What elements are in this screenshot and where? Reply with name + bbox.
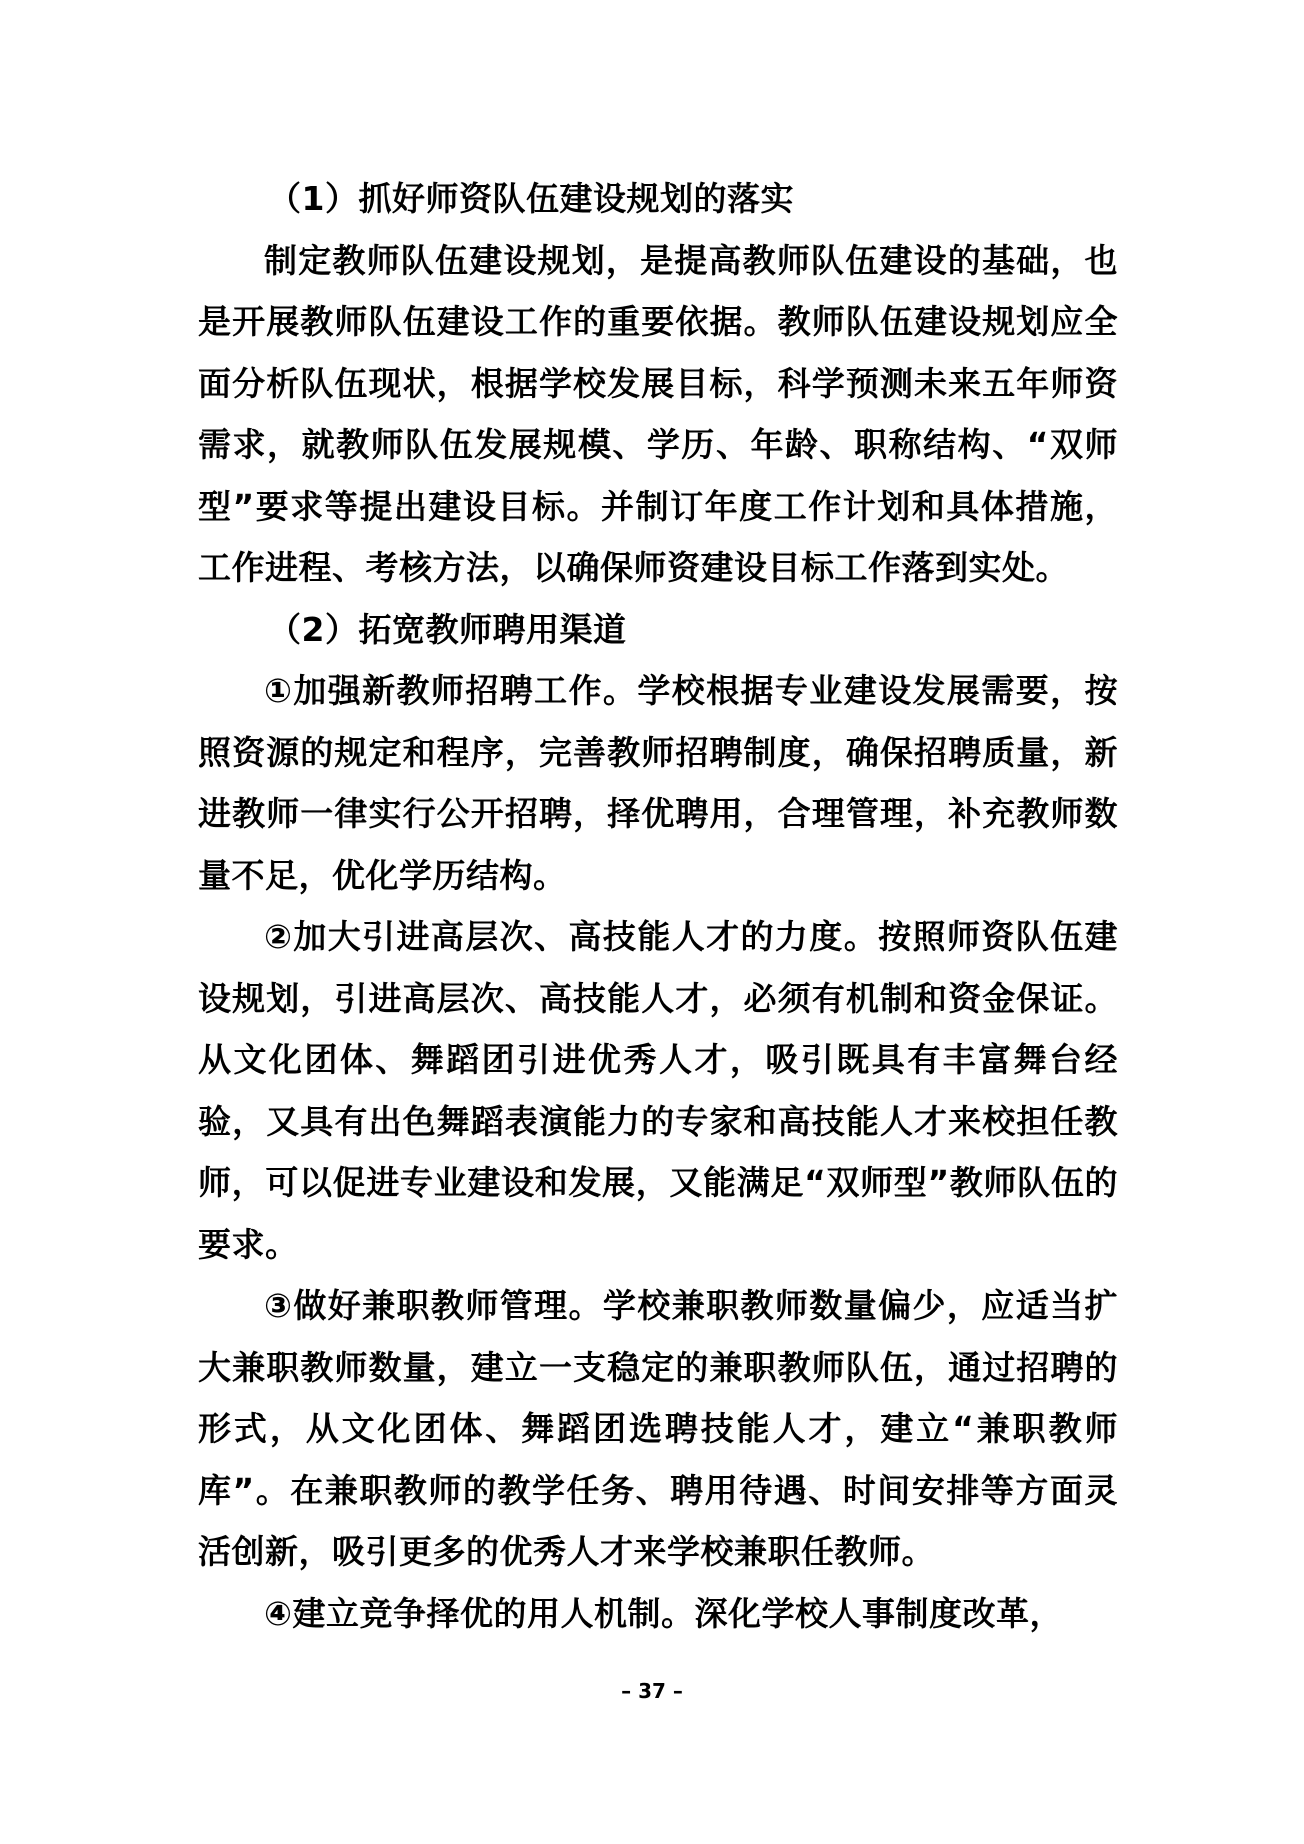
paragraph-competition-mechanism: ④建立竞争择优的用人机制。深化学校人事制度改革， xyxy=(264,1593,1063,1633)
page-number: – 37 – xyxy=(621,1679,683,1703)
body-text xyxy=(198,168,1118,1644)
section-heading-2: （2）拓宽教师聘用渠道 xyxy=(268,609,627,649)
paragraph-recruitment: ①加强新教师招聘工作。学校根据专业建设发展需要，按照资源的规定和程序，完善教师招聘制度，确保招聘质量，新进教师一律实行公开招聘，择优聘用，合理管理，补充教师数量不足，优化学历结构。 xyxy=(198,671,1118,895)
paragraph-planning: 制定教师队伍建设规划，是提高教师队伍建设的基础，也是开展教师队伍建设工作的重要依据。教师队伍建设规划应全面分析队伍现状，根据学校发展目标，科学预测未来五年师资需求，就教师队伍发展规模、学历、年龄、职称结构、“双师型”要求等提出建设目标。并制订年度工作计划和具体措施，工作进程、考核方法，以确保师资建设目标工作落到实处。 xyxy=(198,240,1118,587)
section-heading-1: （1）抓好师资队伍建设规划的落实 xyxy=(268,179,794,218)
paragraph-talent-introduction: ②加大引进高层次、高技能人才的力度。按照师资队伍建设规划，引进高层次、高技能人才，必须有机制和资金保证。从文化团体、舞蹈团引进优秀人才，吸引既具有丰富舞台经验，又具有出色舞蹈表演能力的专家和高技能人才来校担任教师，可以促进专业建设和发展，又能满足“双师型”教师队伍的要求。 xyxy=(198,917,1118,1264)
paragraph-part-time-teachers: ③做好兼职教师管理。学校兼职教师数量偏少，应适当扩大兼职教师数量，建立一支稳定的兼职教师队伍，通过招聘的形式，从文化团体、舞蹈团选聘技能人才，建立“兼职教师库”。在兼职教师的教学任务、聘用待遇、时间安排等方面灵活创新，吸引更多的优秀人才来学校兼职任教师。 xyxy=(198,1286,1118,1571)
